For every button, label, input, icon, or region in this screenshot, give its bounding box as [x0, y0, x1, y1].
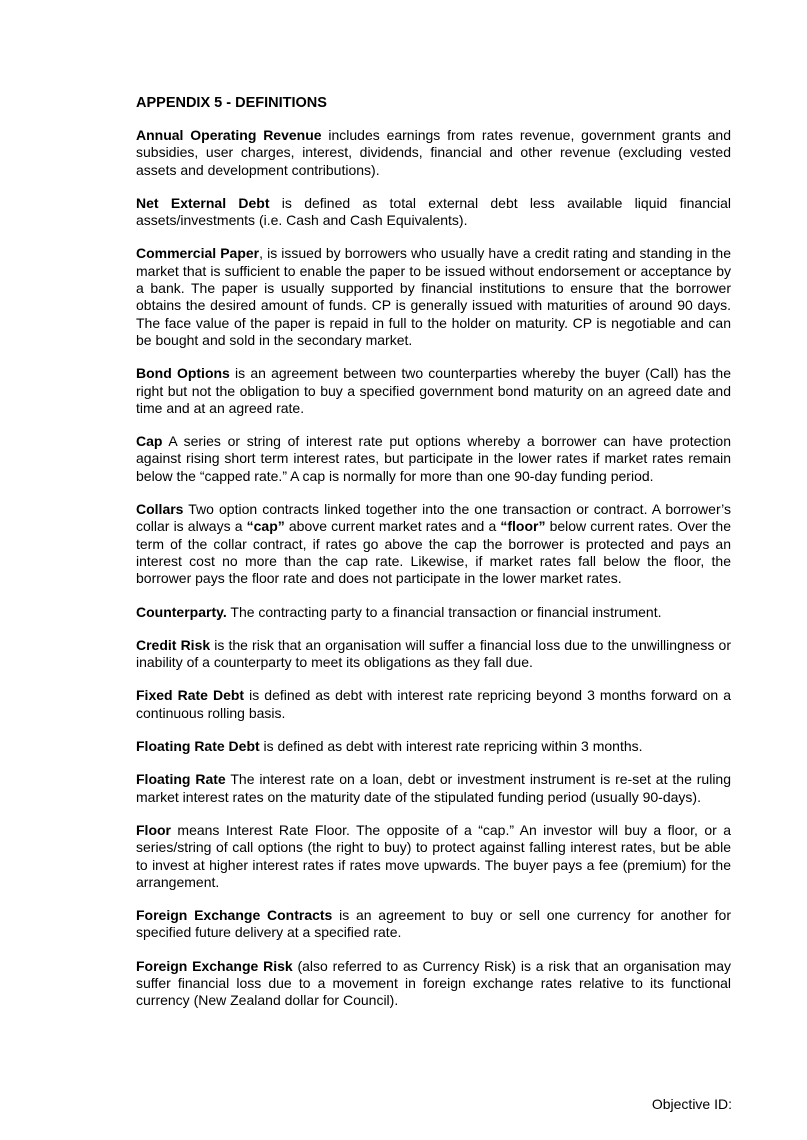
definition-foreign-exchange-contracts: [136, 907, 731, 942]
definition-term: Foreign Exchange Contracts: [136, 907, 333, 924]
definition-commercial-paper: [136, 245, 731, 349]
definition-term: Fixed Rate Debt: [136, 687, 245, 704]
definition-text: is an agreement between two counterparties whereby the buyer (Call) has the right but not the obligation to buy a specified government bond maturity on an agreed date and time and at an agreed rate.: [136, 365, 731, 416]
definition-emphasis-floor: “floor”: [500, 518, 546, 535]
definition-bond-options: [136, 365, 731, 417]
definition-floating-rate-debt: [136, 738, 731, 755]
document-body: [136, 95, 731, 1026]
definition-text: is defined as debt with interest rate repricing beyond 3 months forward on a continuous rolling basis.: [136, 687, 731, 721]
definition-term: Floating Rate Debt: [136, 738, 260, 755]
definition-text: Two option contracts linked together into the one transaction or contract. A borrower’s collar is always a: [136, 501, 731, 535]
definition-fixed-rate-debt: [136, 687, 731, 722]
definition-term: Annual Operating Revenue: [136, 127, 322, 143]
footer-objective-id: Objective ID:: [651, 1096, 732, 1112]
definition-text: , is issued by borrowers who usually have a credit rating and standing in the market that is sufficient to enable the paper to be issued without endorsement or acceptance by a bank. The paper is usually supported by financial institutions to ensure that the borrower obtains the desired amount of funds. CP is generally issued with maturities of around 90 days. The face value of the paper is repaid in full to the holder on maturity. CP is negotiable and can be bought and sold in the secondary market.: [136, 245, 731, 348]
page-title: APPENDIX 5 - DEFINITIONS: [136, 95, 327, 111]
definition-credit-risk: [136, 637, 731, 672]
definition-text: above current market rates and a: [284, 518, 501, 535]
definition-cap: [136, 433, 731, 485]
definition-term: Collars: [136, 501, 184, 518]
definition-text: includes earnings from rates revenue, government grants and subsidies, user charges, interest, dividends, financial and other revenue (excluding vested assets and development contributions).: [136, 127, 731, 178]
definition-text: means Interest Rate Floor. The opposite of a “cap.” An investor will buy a floor, or a series/string of call options (the right to buy) to protect against falling interest rates, but be able to invest at higher interest rates if rates move upwards. The buyer pays a fee (premium) for the arrangement.: [136, 821, 731, 890]
definition-text: The interest rate on a loan, debt or investment instrument is re-set at the ruling market interest rates on the maturity date of the stipulated funding period (usually 90-days).: [136, 771, 732, 805]
definition-term: Floor: [136, 821, 171, 838]
definition-text: is defined as total external debt less available liquid financial assets/investments (i.e. Cash and Cash Equivalents).: [136, 194, 732, 229]
definition-text: A series or string of interest rate put options whereby a borrower can have protection against rising short term interest rates, but participate in the lower rates if market rates remain below the “capped rate.” A cap is normally for more than one 90-day funding period.: [136, 433, 731, 484]
definition-text: The contracting party to a financial transaction or financial instrument.: [226, 603, 662, 620]
definition-counterparty: [136, 604, 731, 621]
definition-term: Commercial Paper: [136, 245, 260, 262]
definition-text: is the risk that an organisation will suffer a financial loss due to the unwillingness or inability of a counterparty to meet its obligations as they fall due.: [136, 636, 731, 671]
definition-term: Floating Rate: [136, 771, 226, 788]
definition-term: Foreign Exchange Risk: [136, 957, 293, 974]
definition-floor: [136, 822, 731, 891]
definition-collars: [136, 501, 731, 587]
definition-text: below current rates. Over the term of the collar contract, if rates go above the cap the borrower is protected and pays an interest cost no more than the cap rate. Likewise, if market rates fall below the floor, the borrower pays the floor rate and does not participate in the lower market rates.: [136, 518, 732, 587]
definition-annual-operating-revenue: [136, 127, 731, 179]
definition-text: is defined as debt with interest rate repricing within 3 months.: [259, 738, 643, 755]
definition-emphasis-cap: “cap”: [246, 518, 285, 535]
definition-text: is an agreement to buy or sell one currency for another for specified future delivery at a specified rate.: [136, 907, 731, 941]
definition-net-external-debt: [136, 195, 731, 230]
definition-foreign-exchange-risk: [136, 958, 731, 1010]
definition-term: Cap: [136, 433, 163, 450]
definition-term: Credit Risk: [136, 636, 211, 653]
definition-floating-rate: [136, 771, 731, 806]
definition-term: Counterparty.: [136, 603, 227, 620]
definition-term: Net External Debt: [136, 194, 270, 211]
definition-text: (also referred to as Currency Risk) is a risk that an organisation may suffer financial loss due to a movement in foreign exchange rates relative to its functional currency (New Zealand dollar for Council).: [136, 957, 732, 1009]
definition-term: Bond Options: [136, 365, 230, 382]
